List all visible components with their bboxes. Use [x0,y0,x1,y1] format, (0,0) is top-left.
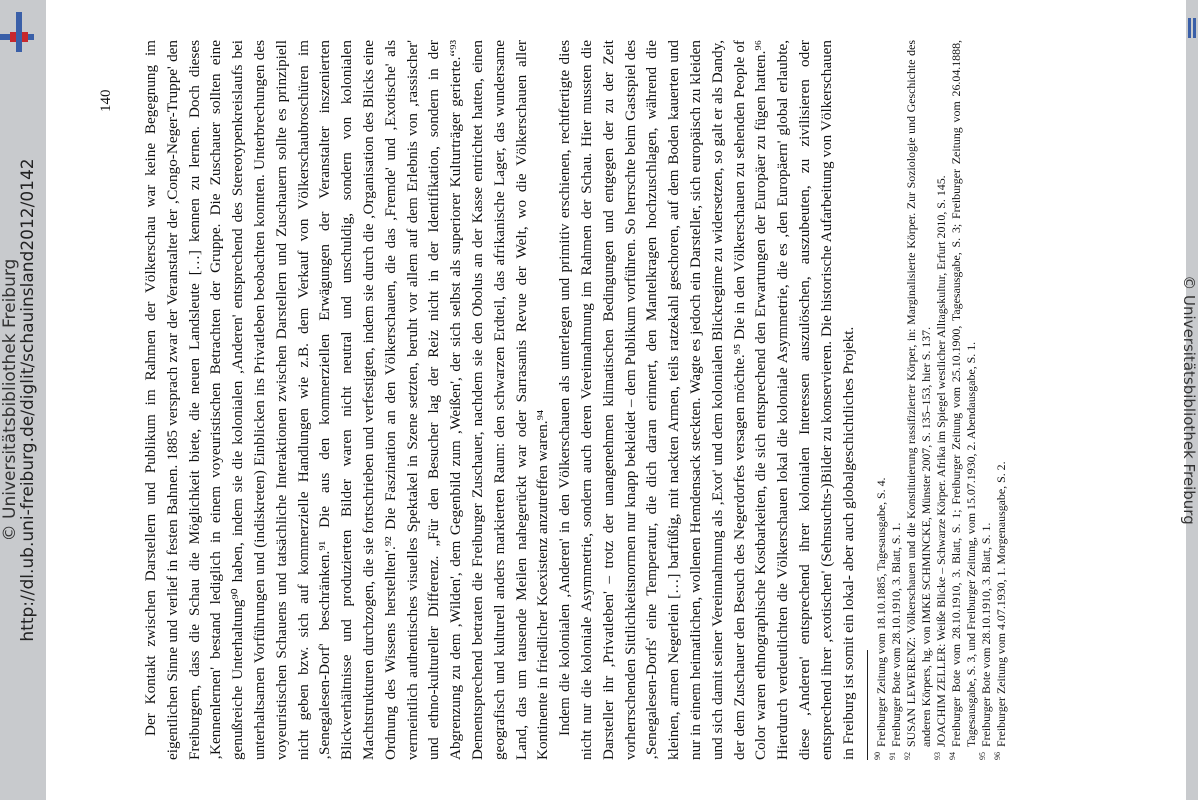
footnote-number: 91 [888,752,898,760]
footnote-list [874,40,1008,760]
footnote-text: Freiburger Bote vom 28.10.1910, 3. Blatt, S. 1. [889,522,904,747]
page-content [140,40,1080,760]
paragraph: Indem die kolonialen ‚Anderen' in den Völkerschauen als unterlegen und primitiv erschienen, rechtfertigte dies nicht nur die koloniale Asymmetrie, sondern auch deren Vereinnahmung im Rahmen der Schau. Hier mussten die Darsteller ihr ‚Privatleben' – trotz der unangenehmen klimatischen Bedingungen und entgegen der zu der Zeit vorherrschenden Sittlichkeitsnormen nur knapp bekleidet – dem Publikum vorführen. So herrschte beim Gastspiel des ‚Senegalesen-Dorfs' eine Temperatur, die dich daran erinnert, den Mantelkragen hochzuschlagen, während die kleinen, armen Negerlein […] barfüßig, mit nackten Armen, teils ratzekahl geschoren, auf dem Boden kauerten und nur in einem heimatlichen, wollenen Hemdensack steckten. Wagte es jedoch ein Darsteller, sich europäisch zu kleiden und sich damit seiner Vereinnahmung als ‚Exot' und dem kolonialen Blickregime zu widersetzen, so galt er als Dandy, der dem Zuschauer den Besuch des Negerdorfes versagen möchte.⁹⁵ Die in den Völkerschauen zu sehenden People of Color waren ethnographische Kostbarkeiten, die sich entsprechend den Erwartungen der Europäer zu fügen hatten.⁹⁶ Hierdurch verdeutlichten die Völkerschauen lokal die koloniale Asymmetrie, die es ‚den Europäern' global erlaubte, diese ‚Anderen' entsprechend ihrer kolonialen Interessen auszulöschen, auszubeuten, zu zivilisieren oder entsprechend ihrer ‚exotischen' (Sehnsuchts-)Bilder zu konservieren. Die historische Aufarbeitung von Völkerschauen in Freiburg ist somit ein lokal- aber auch globalgeschichtliches Projekt. [556,40,857,760]
footnote-number: 93 [932,752,942,760]
footnote-text: Freiburger Bote vom 28.10.1910, 3. Blatt, S. 1; Freiburger Zeitung vom 25.10.1900, Tagesausgabe, S. 3; Freiburger Zeitung vom 26.04.1888, Tagesausgabe, S. 3, und Freiburger Zeitung, vom 15.07.1930, 2. Abendausgabe, S. 1. [948,40,978,747]
footnote [979,40,994,760]
body-text [140,40,859,760]
footnote-number: 96 [992,752,1002,760]
footnote-divider [867,650,868,760]
footnote-number: 92 [903,752,913,760]
footnote [904,40,934,760]
source-url[interactable]: http://dl.ub.uni-freiburg.de/diglit/schauinsland2012/0142 [18,158,38,642]
footnote [889,40,904,760]
footnote [949,40,979,760]
footnote-number: 94 [947,752,957,760]
footnote [874,40,889,760]
footnote-text: SUSAN LEWERENZ: Völkerschauen und die Konstituierung rassifizierter Körper, in: Marginalisierte Körper. Zur Soziologie und Geschichte des anderen Körpers, hg. von IMKE SCHMINCKE, Münster 2007, S. 135–153, hier S. 137. [904,40,934,747]
copyright-stamp: © Universitätsbibliothek Freiburg [0,258,20,542]
copyright-stamp-right: © Universitätsbibliothek Freiburg [1180,275,1198,525]
footnote-text: Freiburger Zeitung vom 18.10.1885, Tagesausgabe, S. 4. [874,477,889,747]
footnote-text: JOACHIM ZELLER: Weiße Blicke – Schwarze Körper. Afrika im Spiegel westlicher Alltagskultur, Erfurt 2010, S. 145. [933,175,948,747]
paragraph: Der Kontakt zwischen Darstellern und Publikum im Rahmen der Völkerschau war keine Begegnung im eigentlichen Sinne und verlief in festen Bahnen. 1885 versprach zwar der Veranstalter der ‚Congo-Neger-Truppe' den Freiburgern, dass die Schau die Möglichkeit biete, die neuen Landsleute […] kennen zu lernen. Doch dieses ‚Kennenlernen' bestand lediglich in einem voyeuristischen Betrachten der Gruppe. Die Zuschauer sollten eine genußreiche Unterhaltung⁹⁰ haben, indem sie die kolonialen ‚Anderen' entsprechend des Stereotypenkreislaufs bei unterhaltsamen Vorführungen und (indiskreten) Einblicken ins Privatleben beobachten konnten. Unterbrechungen des voyeuristischen Schauens und tatsächliche Interaktionen zwischen Darstellern und Zuschauern sollte es prinzipiell nicht geben bzw. sich auf kommerzielle Handlungen wie z.B. dem Verkauf von Völkerschaubroschüren im ‚Senegalesen-Dorf' beschränken.⁹¹ Die aus den kommerziellen Erwägungen der Veranstalter inszenierten Blickverhältnisse und produzierten Bilder waren nicht neutral und unschuldig, sondern von kolonialen Machtstrukturen durchzogen, die sie fortschrieben und verfestigten, indem sie durch die ‚Organisation des Blicks eine Ordnung des Wissens herstellten'.⁹² Die Faszination an den Völkerschauen, die das ‚Fremde' und ‚Exotische' als vermeintlich authentisches visuelles Spektakel in Szene setzten, beruht vor allem auf dem Erlebnis von ‚rassischer' und ethno-kultureller Differenz. „Für den Besucher lag der Reiz nicht in der Identifikation, sondern in der Abgrenzung zu dem ‚Wilden', dem Gegenbild zum ‚Weißen', der sich selbst als superiorer Kulturträger gerierte.“⁹³ Dementsprechend betraten die Freiburger Zuschauer, nachdem sie den Obolus an der Kasse entrichtet hatten, einen geografisch und kulturell anders markierten Raum: den schwarzen Erdteil, das afrikanische Lager, das wundersame Land, das um tausende Meilen nahegerückt war oder Sarrasanis Revue der Welt, wo die Völkerschauen aller Kontinente in friedlicher Koexistenz anzutreffen waren.⁹⁴ [142,40,552,760]
footnote [934,40,949,760]
footnote-text: Freiburger Zeitung vom 4.07.1930, 1. Morgenausgabe, S. 2. [993,461,1008,747]
page-number: 140 [98,89,114,112]
footnote-number: 95 [977,752,987,760]
footnote-text: Freiburger Bote vom 28.10.1910, 3. Blatt, S. 1. [978,522,993,747]
footnote-number: 90 [873,752,883,760]
footnote [994,40,1009,760]
